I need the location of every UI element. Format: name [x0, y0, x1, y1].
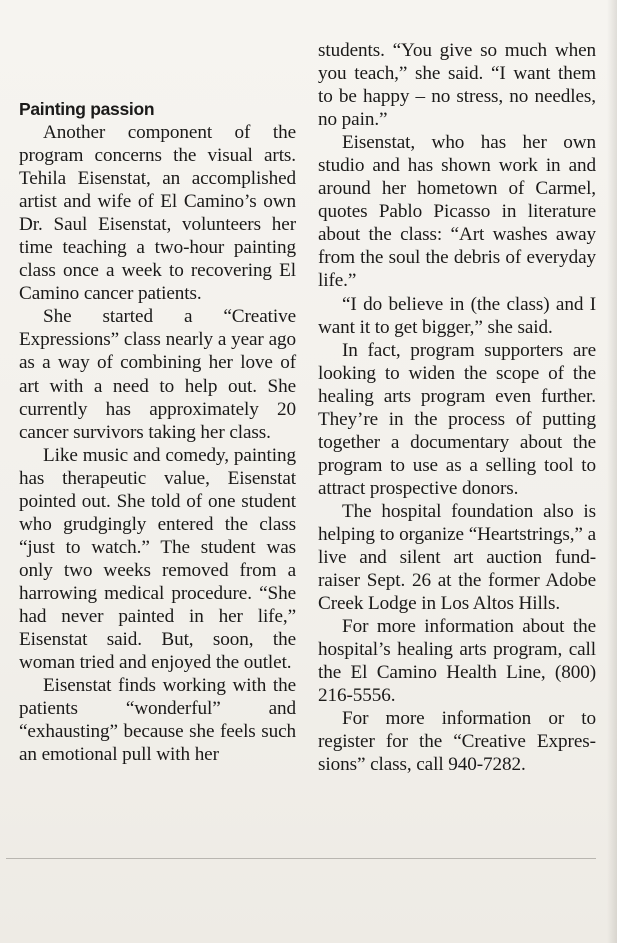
bottom-rule — [6, 858, 596, 859]
paragraph: For more information or to register for the “Creative Expressions” class, call 940-7282. — [318, 708, 596, 776]
paragraph: Eisenstat finds working with the patients “wonderful” and “exhausting” because she feels such an emotional pull with her — [19, 675, 296, 766]
right-column — [318, 39, 596, 777]
paragraph-continuation: students. “You give so much when you teach,” she said. “I want them to be happy – no stress, no needles, no pain.” — [318, 40, 596, 131]
paragraph: She started a “Creative Expressions” class nearly a year ago as a way of combining her love of art with a need to help out. She currently has approximately 20 cancer survivors taking her class. — [19, 306, 296, 443]
page-edge-shadow — [607, 0, 617, 943]
paragraph: Eisenstat, who has her own studio and has shown work in and around her hometown of Carmel, quotes Pablo Picasso in literature about the class: “Art washes away from the soul the debris of everyday life.” — [318, 132, 596, 292]
subhead-painting-passion: Painting passion — [19, 99, 155, 119]
paragraph: Like music and comedy, painting has therapeutic value, Eisenstat pointed out. She told of one student who grudgingly entered the class “just to watch.” The student was only two weeks removed from a harrowing medical procedure. “She had never painted in her life,” Eisenstat said. But, soon, the woman tried and enjoyed the outlet. — [19, 444, 296, 674]
left-column — [19, 98, 296, 766]
paragraph: Another component of the program concerns the visual arts. Tehila Eisenstat, an accomplished artist and wife of El Camino’s own Dr. Saul Eisenstat, volunteers her time teaching a two-hour painting class once a week to recovering El Camino cancer patients. — [19, 122, 296, 305]
paragraph: In fact, program supporters are looking to widen the scope of the healing arts program even further. They’re in the process of putting together a documentary about the program to use as a selling tool to attract prospective donors. — [318, 339, 596, 499]
paragraph: For more information about the hospital’s healing arts program, call the El Camino Health Line, (800) 216-5556. — [318, 616, 596, 707]
paragraph: “I do believe in (the class) and I want it to get bigger,” she said. — [318, 293, 596, 338]
paragraph: The hospital foundation also is helping to organize “Heartstrings,” a live and silent art auction fund-raiser Sept. 26 at the former Adobe Creek Lodge in Los Altos Hills. — [318, 500, 596, 615]
